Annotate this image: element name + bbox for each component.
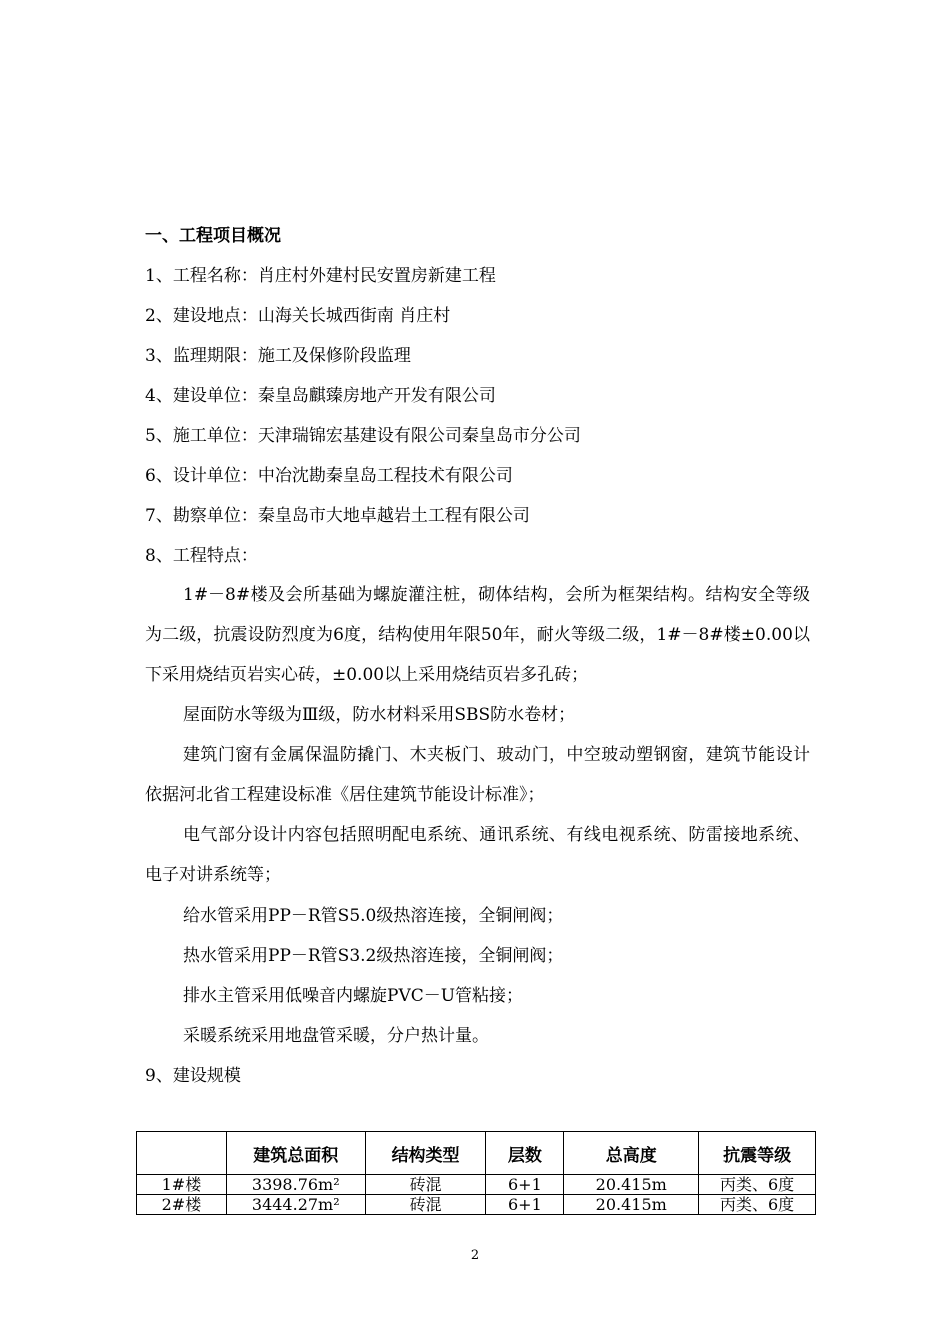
table-cell: 6+1 [486,1175,564,1195]
surveyor-line: 7、勘察单位：秦皇岛市大地卓越岩土工程有限公司 [145,506,530,526]
supervision-period-line: 3、监理期限：施工及保修阶段监理 [145,346,411,366]
table-cell: 20.415m [564,1175,699,1195]
table-header-cell [137,1132,227,1175]
table-cell: 丙类、6度 [699,1195,816,1215]
table-header-cell: 结构类型 [365,1132,486,1175]
hot-water-line: 热水管采用PP－R管S3.2级热溶连接，全铜闸阀； [183,946,564,966]
contractor-line: 5、施工单位：天津瑞锦宏基建设有限公司秦皇岛市分公司 [145,426,581,446]
features-paragraph-roof: 屋面防水等级为Ⅲ级，防水材料采用SBS防水卷材； [183,705,576,725]
scale-title: 9、建设规模 [145,1066,241,1086]
table-cell: 2#楼 [137,1195,227,1215]
table-cell: 丙类、6度 [699,1175,816,1195]
table-row [137,1195,816,1215]
features-paragraph-electrical: 电气部分设计内容包括照明配电系统、通讯系统、有线电视系统、防雷接地系统、电子对讲系统等； [145,825,810,885]
table-cell: 砖混 [365,1175,486,1195]
features-paragraph-structure: 1#－8#楼及会所基础为螺旋灌注桩，砌体结构，会所为框架结构。结构安全等级为二级，抗震设防烈度为6度，结构使用年限50年，耐火等级二级，1#－8#楼±0.00以下采用烧结页岩实心砖，±0.00以上采用烧结页岩多孔砖； [145,585,810,685]
project-name-line: 1、工程名称：肖庄村外建村民安置房新建工程 [145,266,496,286]
table-header-cell: 总高度 [564,1132,699,1175]
scale-table [136,1131,816,1215]
table-cell: 3398.76m² [226,1175,365,1195]
table-header-cell: 建筑总面积 [226,1132,365,1175]
water-supply-line: 给水管采用PP－R管S5.0级热溶连接，全铜闸阀； [183,906,564,926]
table-header-row [137,1132,816,1175]
table-row [137,1175,816,1195]
table-cell: 3444.27m² [226,1195,365,1215]
table-cell: 20.415m [564,1195,699,1215]
table-cell: 砖混 [365,1195,486,1215]
owner-line: 4、建设单位：秦皇岛麒臻房地产开发有限公司 [145,386,496,406]
features-label: 8、工程特点： [145,546,258,566]
page-number: 2 [470,1248,480,1263]
drainage-line: 排水主管采用低噪音内螺旋PVC－U管粘接； [183,986,524,1006]
table-header-cell: 层数 [486,1132,564,1175]
table-cell: 1#楼 [137,1175,227,1195]
features-paragraph-doors: 建筑门窗有金属保温防撬门、木夹板门、玻动门，中空玻动塑钢窗，建筑节能设计依据河北省工程建设标准《居住建筑节能设计标准》； [145,745,810,805]
table-header-cell: 抗震等级 [699,1132,816,1175]
designer-line: 6、设计单位：中冶沈勘秦皇岛工程技术有限公司 [145,466,513,486]
table-cell: 6+1 [486,1195,564,1215]
section-heading: 一、工程项目概况 [145,226,281,246]
location-line: 2、建设地点：山海关长城西街南 肖庄村 [145,306,451,326]
heating-line: 采暖系统采用地盘管采暖，分户热计量。 [183,1026,489,1046]
